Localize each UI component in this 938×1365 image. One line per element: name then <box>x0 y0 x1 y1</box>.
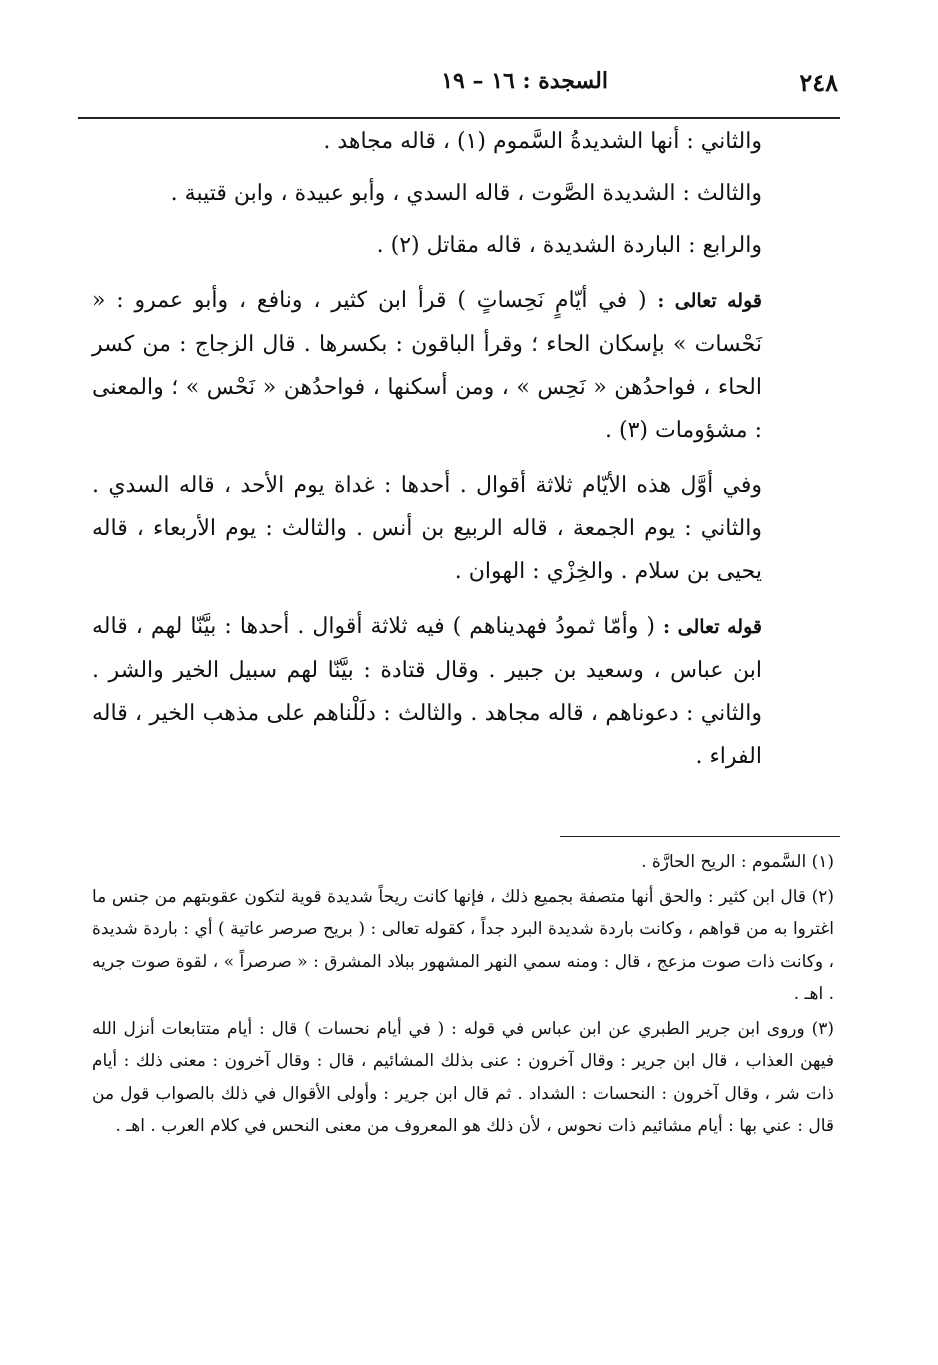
paragraph-3: والرابع : الباردة الشديدة ، قاله مقاتل (٢) . <box>376 233 762 258</box>
footnote-rule <box>560 836 840 837</box>
page-number: ٢٤٨ <box>799 68 838 97</box>
paragraph-2: والثالث : الشديدة الصَّوت ، قاله السدي ، وأبو عبيدة ، وابن قتيبة . <box>170 181 762 206</box>
running-head: السجدة : ١٦ – ١٩ <box>441 68 608 94</box>
page-header <box>78 68 838 112</box>
paragraph-4-text: ( في أيّامٍ نَحِساتٍ ) قرأ ابن كثير ، ونافع ، وأبو عمرو : « نَحْسات » بإسكان الحاء ؛ وقرأ الباقون : بكسرها . قال الزجاج : من كسر الحاء ، فواحدُهن « نَحِس » ، ومن أسكنها ، فواحدُهن « نَحْس » ؛ والمعنى : مشؤومات (٣) . <box>92 288 762 443</box>
header-rule <box>78 117 840 119</box>
quote-lead: قوله تعالى : <box>662 616 762 638</box>
footnote-3: (٣) وروى ابن جرير الطبري عن ابن عباس في قوله : ( في أيام نحسات ) قال : أيام متتابعات أنزل الله فيهن العذاب ، قال ابن جرير : وقال آخرون : عنى بذلك المشائيم ، قال : وقال آخرون : معنى ذلك : أيام ذات شر ، وقال آخرون : النحسات : الشداد . ثم قال ابن جرير : وأولى الأقوال في ذلك بالصواب قول من قال : عني بها : أيام مشائيم ذات نحوس ، لأن ذلك هو المعروف من معنى النحس في كلام العرب . اهـ . <box>92 1018 834 1136</box>
quote-lead: قوله تعالى : <box>657 290 762 312</box>
paragraph-6 <box>92 605 762 778</box>
paragraph-1: والثاني : أنها الشديدةُ السَّموم (١) ، قاله مجاهد . <box>323 129 762 154</box>
paragraph-4 <box>92 279 762 452</box>
main-text <box>92 120 762 787</box>
footnote-1: (١) السَّموم : الريح الحارَّة . <box>641 852 834 872</box>
footnotes <box>92 846 834 1143</box>
paragraph-5: وفي أوَّل هذه الأيّام ثلاثة أقوال . أحدها : غداة يوم الأحد ، قاله السدي . والثاني : يوم الجمعة ، قاله الربيع بن أنس . والثالث : يوم الأربعاء ، قاله يحيى بن سلام . والخِزْي : الهوان . <box>92 473 762 584</box>
footnote-2: (٢) قال ابن كثير : والحق أنها متصفة بجميع ذلك ، فإنها كانت ريحاً شديدة قوية لتكون عقوبتهم من جنس ما اغتروا به من قواهم ، وكانت باردة شديدة البرد جداً ، كقوله تعالى : ( بريح صرصر عاتية ) أي : باردة شديدة ، وكانت ذات صوت مزعج ، قال : ومنه سمي النهر المشهور ببلاد المشرق : « صرصراً » ، لقوة صوت جريه . اهـ . <box>92 886 834 1004</box>
paragraph-6-text: ( وأمّا ثمودُ فهديناهم ) فيه ثلاثة أقوال . أحدها : بيَّنّا لهم ، قاله ابن عباس ، وسعيد بن جبير . وقال قتادة : بيَّنّا لهم سبيل الخير والشر . والثاني : دعوناهم ، قاله مجاهد . والثالث : دلَلْناهم على مذهب الخير ، قاله الفراء . <box>92 614 762 769</box>
